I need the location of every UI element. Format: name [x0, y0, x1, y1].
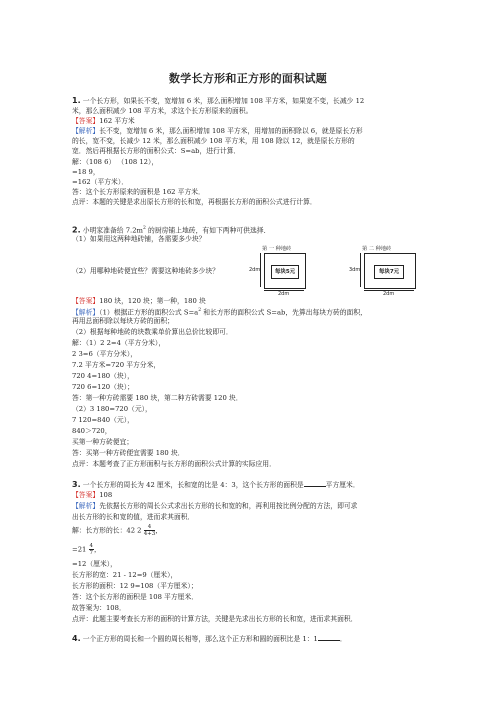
- q3-solution-2: =21 $\frac{4}{7}$ ，: [72, 543, 101, 556]
- tile-price-label: 每块5元: [271, 265, 299, 279]
- q4-text-line1: 4. 一个正方形的周长和一个圆的周长相等，那么这个正方形和圆的面积比是 1：1 ．: [72, 634, 347, 643]
- q2-solution-5: 720 6=120（块）；: [72, 383, 134, 391]
- answer-tag: 【答案】: [72, 297, 100, 305]
- q1-comment: 点评：本题的关键是求出原长方形的长和宽，再根据长方形的面积公式进行计算．: [72, 198, 317, 206]
- q2-solution-11: 答：买第一种方砖便宜需要 180 块．: [72, 449, 185, 457]
- q3-solution-4: 长方形的宽：21 - 12=9（厘米），: [72, 571, 178, 579]
- fraction: $\frac{4}{7}$: [89, 543, 94, 556]
- answer-tag: 【答案】: [72, 491, 100, 499]
- tile-figure-2: 第 二 种地砖 每块7元 3dm 2dm: [348, 245, 418, 295]
- q4-number: 4.: [72, 634, 81, 643]
- tile-figure-1: 第 一 种地砖 每块5元 2dm 2dm: [248, 245, 308, 295]
- q2-solution-6: 答：第一种方砖需要 180 块，第二种方砖需要 120 块．: [72, 394, 243, 402]
- q3-explain-line1: 【解析】先依据长方形的周长公式求出长方形的长和宽的和，再利用按比例分配的方法，即可求: [72, 502, 358, 510]
- q3-explain-line2: 出长方形的长和宽的值，进而求其面积．: [72, 513, 195, 521]
- q2-number: 2.: [72, 225, 81, 235]
- q2-explain-line3: （2）根据每种地砖的块数乘单价算出总价比较即可．: [72, 328, 233, 336]
- q3-answer: 【答案】108: [72, 491, 113, 499]
- q2-solution-7: （2）3 180=720（元），: [72, 405, 152, 413]
- q2-solution-4: 720 4=180（块），: [72, 372, 134, 380]
- q1-solution-2: =18 9，: [72, 168, 100, 176]
- q1-explain-line1: 【解析】长不变，宽增加 6 米，那么面积增加 108 平方米，用增加的面积除以 6，就是原长方形: [72, 127, 363, 135]
- answer-blank: [304, 480, 326, 487]
- q3-solution-6: 答：这个长方形的面积是 108 平方厘米．: [72, 593, 199, 601]
- q3-solution-3: =12（厘米），: [72, 560, 117, 568]
- q2-explain-line2: 再用总面积除以每块方砖的面积；: [72, 317, 174, 325]
- q2-text-line3: （2）用哪种地砖便宜些？需要这种地砖多少块？: [72, 267, 220, 275]
- q2-explain-line1: 【解析】（1）根据正方形的面积公式 $S=a^2$ 和长方形的面积公式 S=ab，先算出每块方砖的面积，: [72, 308, 367, 317]
- q2-text-line1: 2. 小明家准备给 $7.2m^2$ 的厨房铺上地砖，有如下两种可供选择．: [72, 225, 271, 235]
- answer-tag: 【答案】: [72, 117, 100, 125]
- q1-answer: 【答案】162 平方米: [72, 117, 135, 125]
- q2-solution-8: 7 120=840（元），: [72, 416, 134, 424]
- q3-text-line1: 3. 一个长方形的周长为 42 厘米，长和宽的比是 4：3，这个长方形的面积是 平方厘米．: [72, 480, 360, 489]
- q1-number: 1.: [72, 96, 81, 105]
- q2-answer: 【答案】180 块，120 块；第一种，180 块: [72, 297, 206, 305]
- q2-solution-9: 840＞720，: [72, 427, 112, 435]
- explain-tag: 【解析】: [72, 502, 100, 510]
- q3-solution-1: 解：长方形的长：42 2 $\frac{4}{4+3}$ ，: [72, 524, 163, 537]
- q1-text-line1: 1. 一个长方形，如果长不变，宽增加 6 米，那么面积增加 108 平方米，如果宽不变，长减少 12: [72, 96, 365, 105]
- q3-solution-7: 故答案为：108．: [72, 604, 126, 612]
- explain-tag: 【解析】: [72, 308, 100, 317]
- q2-solution-10: 买第一种方砖便宜；: [72, 438, 134, 446]
- q2-solution-3: 7.2 平方米=720 平方分米，: [72, 361, 161, 369]
- q3-number: 3.: [72, 480, 81, 489]
- q2-solution-2: 2 3=6（平方分米），: [72, 350, 138, 358]
- explain-tag: 【解析】: [72, 127, 100, 135]
- q3-solution-5: 长方形的面积：12 9=108（平方厘米）；: [72, 582, 198, 590]
- q1-explain-line3: 宽．然后再根据长方形的面积公式：S=ab，进行计算．: [72, 147, 241, 155]
- q1-text-line2: 米，那么面积减少 108 平方米，求这个长方形原来的面积。: [72, 107, 253, 115]
- q1-explain-line2: 的长，宽不变，长减少 12 米，那么面积减少 108 平方米，用 108 除以 12，就是原长方形的: [72, 137, 355, 145]
- q2-comment: 点评：本题考查了正方形面积与长方形的面积公式计算的实际应用．: [72, 460, 276, 468]
- q2-text-line2: （1）如果用这两种地砖铺，各需要多少块？: [72, 235, 206, 243]
- q1-solution-4: 答：这个长方形原来的面积是 162 平方米．: [72, 188, 205, 196]
- page-title: 数学长方形和正方形的面积试题: [168, 72, 328, 85]
- answer-blank: [318, 634, 340, 641]
- q3-comment: 点评：此题主要考查长方形的面积的计算方法，关键是先求出长方形的长和宽，进而求其面积．: [72, 615, 358, 623]
- q1-solution-1: 解：（108 6） （108 12），: [72, 158, 159, 166]
- fraction: $\frac{4}{4+3}$: [143, 524, 156, 537]
- q2-solution-1: 解：（1）2 2=4（平方分米），: [72, 339, 166, 347]
- tile-price-label: 每块7元: [374, 265, 404, 279]
- q1-solution-3: =162（平方米）．: [72, 178, 129, 186]
